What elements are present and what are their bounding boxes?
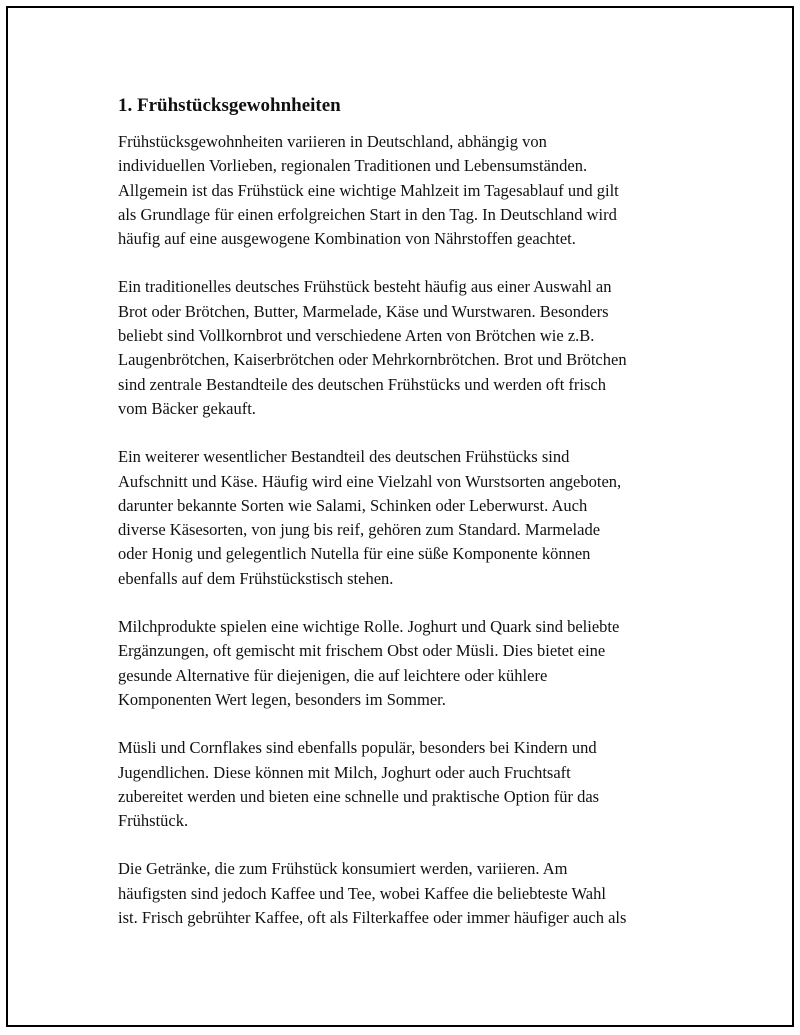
section-heading: 1. Frühstücksgewohnheiten	[118, 95, 341, 116]
paragraph-5: Müsli und Cornflakes sind ebenfalls populär, besonders bei Kindern und Jugendlichen. Diese können mit Milch, Joghurt oder auch Fruchtsaft zubereitet werden und bieten eine schnelle und praktische Option für das Frühstück.	[118, 738, 600, 831]
paragraph-4: Milchprodukte spielen eine wichtige Rolle. Joghurt und Quark sind beliebte Ergänzungen, oft gemischt mit frischem Obst oder Müsli. Dies bietet eine gesunde Alternative für diejenigen, die auf leichtere oder kühlere Komponenten Wert legen, besonders im Sommer.	[118, 617, 620, 709]
paragraph-3: Ein weiterer wesentlicher Bestandteil des deutschen Frühstücks sind Aufschnitt und Käse. Häufig wird eine Vielzahl von Wurstsorten angeboten, darunter bekannte Sorten wie Salami, Schinken oder Leberwurst. Auch diverse Käsesorten, von jung bis reif, gehören zum Standard. Marmelade oder Honig und gelegentlich Nutella für eine süße Komponente können ebenfalls auf dem Frühstückstisch stehen.	[118, 447, 622, 588]
document-body	[118, 93, 698, 954]
paragraph-1: Frühstücksgewohnheiten variieren in Deutschland, abhängig von individuellen Vorlieben, regionalen Traditionen und Lebensumständen. Allgemein ist das Frühstück eine wichtige Mahlzeit im Tagesablauf und gilt als Grundlage für einen erfolgreichen Start in den Tag. In Deutschland wird häufig auf eine ausgewogene Kombination von Nährstoffen geachtet.	[118, 132, 619, 249]
paragraph-2: Ein traditionelles deutsches Frühstück besteht häufig aus einer Auswahl an Brot oder Brötchen, Butter, Marmelade, Käse und Wurstwaren. Besonders beliebt sind Vollkornbrot und verschiedene Arten von Brötchen wie z.B. Laugenbrötchen, Kaiserbrötchen oder Mehrkornbrötchen. Brot und Brötchen sind zentrale Bestandteile des deutschen Frühstücks und werden oft frisch vom Bäcker gekauft.	[118, 277, 627, 418]
paragraph-6: Die Getränke, die zum Frühstück konsumiert werden, variieren. Am häufigsten sind jedoch Kaffee und Tee, wobei Kaffee die beliebteste Wahl ist. Frisch gebrühter Kaffee, oft als Filterkaffee oder immer häufiger auch als	[118, 859, 627, 928]
